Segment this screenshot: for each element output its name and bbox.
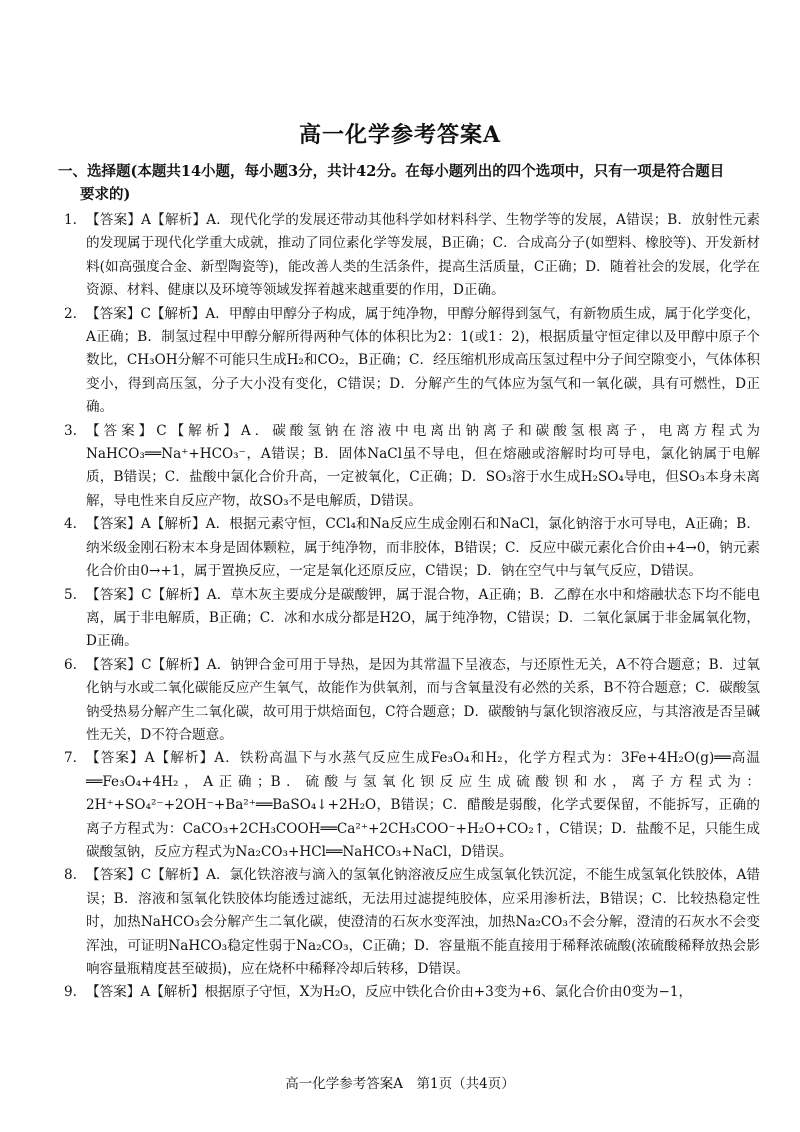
answer-text: 【答案】A【解析】根据原子守恒，X为H₂O，反应中铁化合价由+3变为+6、氯化合价由0变为−1， [86, 984, 693, 1001]
answer-text: 【答案】C【解析】A．钠钾合金可用于导热，是因为其常温下呈液态，与还原性无关，A不符合题意；B．过氧化钠与水或二氧化碳能反应产生氧气，故能作为供氧剂，而与含氧量没有必然的关系，B不符合题意；C．碳酸氢钠受热易分解产生二氧化碳，故可用于烘焙面包，C符合题意；D．碳酸钠与氯化钡溶液反应，与其溶液是否呈碱性无关，D不符合题意。 [86, 656, 760, 743]
answer-number: 9. [64, 984, 77, 1001]
answer-number: 6. [64, 656, 77, 673]
answer-number: 8. [64, 867, 77, 884]
answer-text: 【答案】A【解析】A．根据元素守恒，CCl₄和Na反应生成金刚石和NaCl，氯化钠溶于水可导电，A正确；B．纳米级金刚石粉末本身是固体颗粒，属于纯净物，而非胶体，B错误；C．反应中碳元素化合价由+4→0，钠元素化合价由0→+1，属于置换反应，一定是氧化还原反应，C错误；D．钠在空气中与氧气反应，D错误。 [86, 516, 760, 580]
answer-text: 【答案】A【解析】A．现代化学的发展还带动其他科学如材料科学、生物学等的发展，A错误；B．放射性元素的发现属于现代化学重大成就，推动了同位素化学等发展，B正确；C．合成高分子(如塑料、橡胶等)、开发新材料(如高强度合金、新型陶瓷等)，能改善人类的生活条件，提高生活质量，C正确；D．随着社会的发展，化学在资源、材料、健康以及环境等领域发挥着越来越重要的作用，D正确。 [86, 212, 760, 299]
answer-item-9 [64, 981, 760, 1004]
answer-number: 1. [64, 212, 77, 228]
answer-text: 【答案】C【解析】A．草木灰主要成分是碳酸钾，属于混合物，A正确；B．乙醇在水中和熔融状态下均不能电离，属于非电解质，B正确；C．冰和水成分都是H2O，属于纯净物，C错误；D．二氧化氯属于非金属氧化物，D正确。 [86, 586, 760, 650]
answer-number: 7. [64, 750, 77, 767]
answer-list [64, 209, 760, 1005]
answer-item-8 [64, 864, 760, 981]
section-heading-line2: 要求的) [80, 186, 131, 203]
answer-text: 【答案】C【解析】A．甲醇由甲醇分子构成，属于纯净物，甲醇分解得到氢气，有新物质生成，属于化学变化，A正确；B．制氢过程中甲醇分解所得两种气体的体积比为2：1(或1：2)，根据质量守恒定律以及甲醇中原子个数比，CH₃OH分解不可能只生成H₂和CO₂，B正确；C．经压缩机形成高压氢过程中分子间空隙变小，气体体积变小，得到高压氢，分子大小没有变化，C错误；D．分解产生的气体应为氢气和一氧化碳，具有可燃性，D正确。 [86, 305, 760, 416]
section-heading-line1: 一、选择题(本题共14小题，每小题3分，共计42分。在每小题列出的四个选项中，只有一项是符合题目 [58, 163, 725, 180]
answer-item-1 [64, 209, 760, 303]
answer-text: 【答案】C【解析】A．氯化铁溶液与滴入的氢氧化钠溶液反应生成氢氧化铁沉淀，不能生成氢氧化铁胶体，A错误；B．溶液和氢氧化铁胶体均能透过滤纸，无法用过滤提纯胶体，应采用渗析法，B错误；C．比较热稳定性时，加热NaHCO₃会分解产生二氧化碳，使澄清的石灰水变浑浊，加热Na₂CO₃不会分解，澄清的石灰水不会变浑浊，可证明NaHCO₃稳定性弱于Na₂CO₃，C正确；D．容量瓶不能直接用于稀释浓硫酸(浓硫酸稀释放热会影响容量瓶精度甚至破损)，应在烧杯中稀释冷却后转移，D错误。 [86, 867, 760, 977]
answer-item-6 [64, 654, 760, 748]
section-heading [58, 160, 758, 206]
answer-text: 【答案】C【解析】A．碳酸氢钠在溶液中电离出钠离子和碳酸氢根离子，电离方程式为NaHCO₃══Na⁺+HCO₃⁻，A错误；B．固体NaCl虽不导电，但在熔融或溶解时均可导电，氯化钠属于电解质，B错误；C．盐酸中氯化合价升高，一定被氧化，C正确；D．SO₃溶于水生成H₂SO₄导电，但SO₃本身未离解，导电性来自反应产物，故SO₃不是电解质，D错误。 [86, 422, 760, 509]
answer-number: 3. [64, 422, 77, 439]
page-title: 高一化学参考答案A [298, 122, 502, 148]
answer-text: 【答案】A【解析】A．铁粉高温下与水蒸气反应生成Fe₃O₄和H₂，化学方程式为：3Fe+4H₂O(g)══高温══Fe₃O₄+4H₂，A正确；B．硫酸与氢氧化钡反应生成硫酸钡和水，离子方程式为：2H⁺+SO₄²⁻+2OH⁻+Ba²⁺══BaSO₄↓+2H₂O，B错误；C．醋酸是弱酸，化学式要保留，不能拆写，正确的离子方程式为：CaCO₃+2CH₃COOH══Ca²⁺+2CH₃COO⁻+H₂O+CO₂↑，C错误；D．盐酸不足，只能生成碳酸氢钠，反应方程式为Na₂CO₃+HCl══NaHCO₃+NaCl，D错误。 [86, 750, 760, 860]
answer-number: 2. [64, 305, 77, 322]
answer-number: 5. [64, 586, 77, 603]
answer-item-7 [64, 747, 760, 864]
page-footer: 高一化学参考答案A 第1页（共4页） [285, 1076, 515, 1092]
answer-number: 4. [64, 516, 77, 533]
answer-item-2 [64, 303, 760, 420]
answer-item-3 [64, 420, 760, 514]
answer-item-4 [64, 513, 760, 583]
answer-item-5 [64, 584, 760, 654]
